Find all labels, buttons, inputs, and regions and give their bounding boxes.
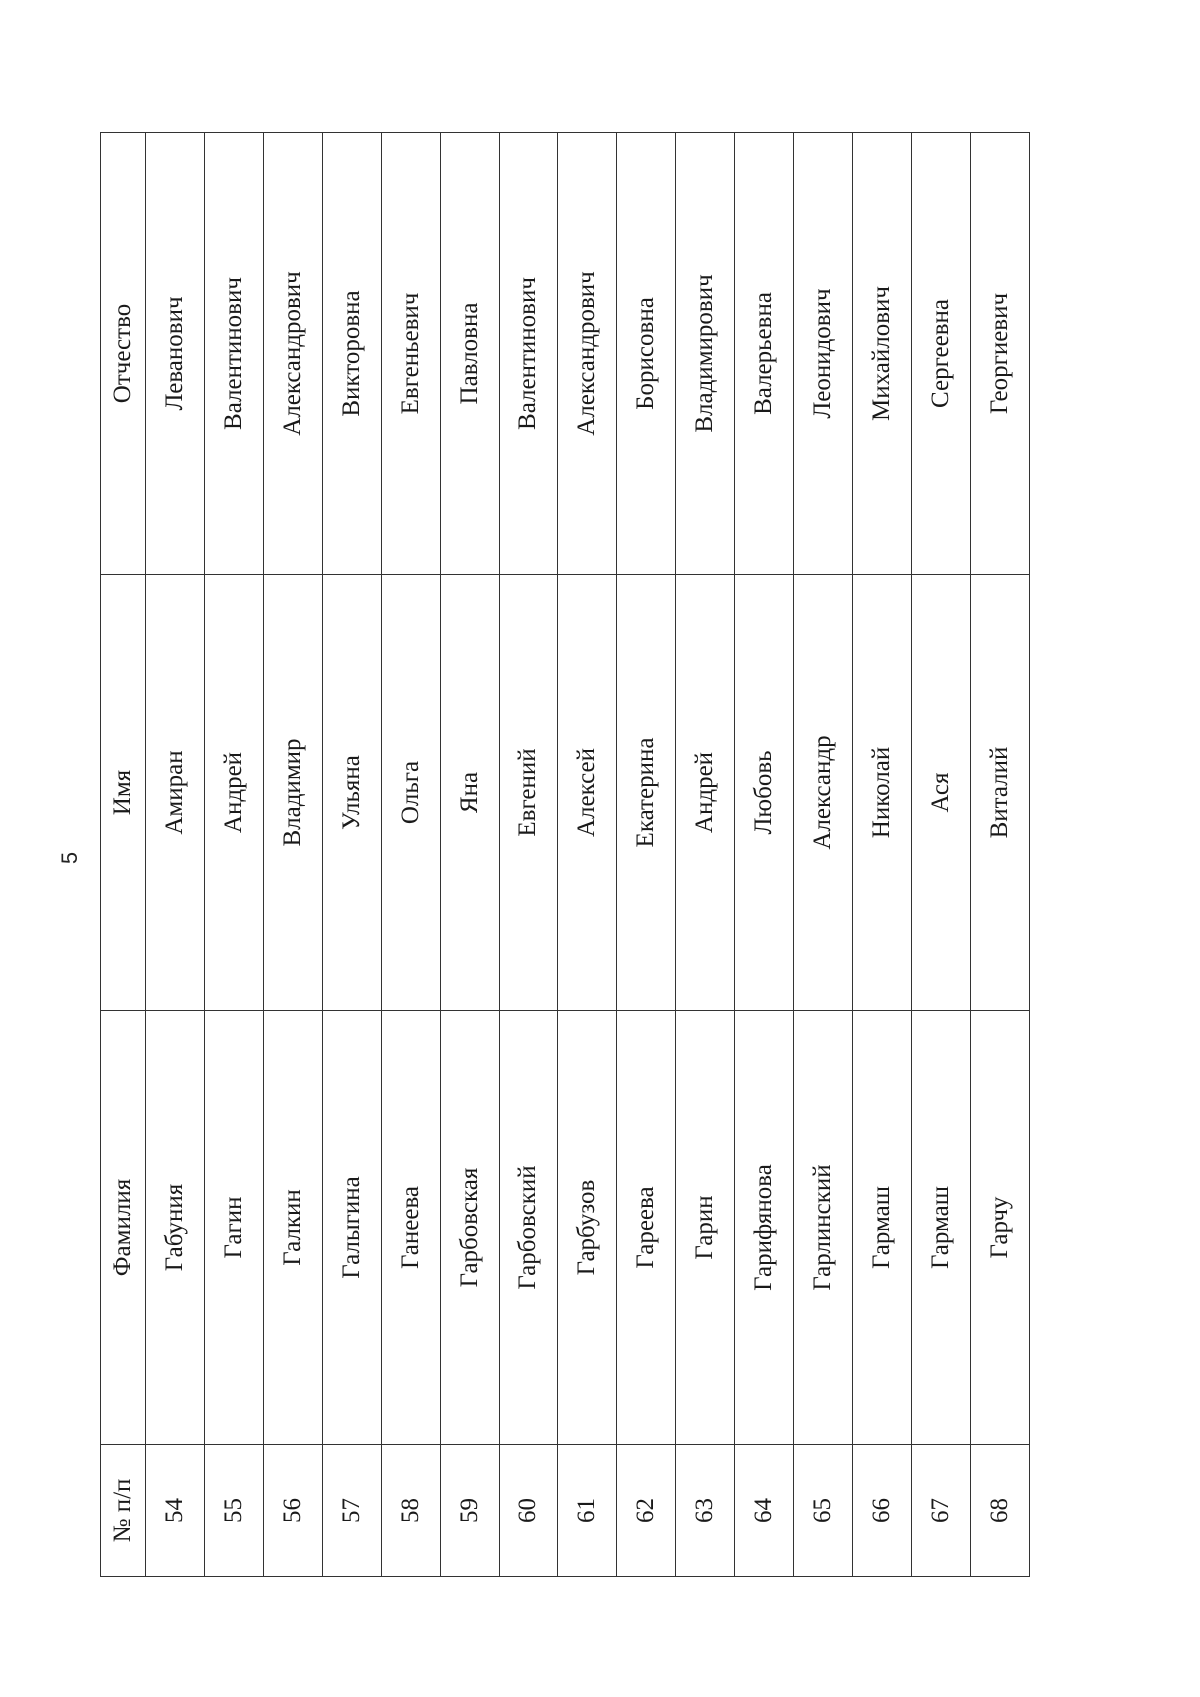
cell-patronymic: Владимирович [676,133,735,575]
cell-first-name: Евгений [499,575,558,1011]
cell-first-name: Николай [853,575,912,1011]
header-last-name: Фамилия [101,1011,146,1445]
cell-last-name: Галкин [263,1011,322,1445]
cell-patronymic: Александрович [263,133,322,575]
cell-patronymic: Александрович [558,133,617,575]
cell-num: 68 [970,1445,1029,1577]
cell-num: 65 [794,1445,853,1577]
cell-patronymic: Борисовна [617,133,676,575]
cell-patronymic: Валерьевна [735,133,794,575]
table-row [676,133,735,1577]
table-row [146,133,205,1577]
cell-num: 59 [440,1445,499,1577]
cell-patronymic: Сергеевна [911,133,970,575]
cell-last-name: Гарбовский [499,1011,558,1445]
page-number: 5 [57,851,82,865]
table-row [853,133,912,1577]
cell-first-name: Александр [794,575,853,1011]
cell-last-name: Галыгина [322,1011,381,1445]
cell-first-name: Владимир [263,575,322,1011]
cell-first-name: Андрей [204,575,263,1011]
cell-last-name: Гареева [617,1011,676,1445]
cell-num: 60 [499,1445,558,1577]
table-row [381,133,440,1577]
cell-last-name: Гарин [676,1011,735,1445]
cell-patronymic: Евгеньевич [381,133,440,575]
cell-first-name: Ульяна [322,575,381,1011]
table-row [970,133,1029,1577]
cell-patronymic: Леванович [146,133,205,575]
cell-last-name: Гарчу [970,1011,1029,1445]
cell-first-name: Любовь [735,575,794,1011]
table-header-row [101,133,146,1577]
header-num: № п/п [101,1445,146,1577]
table-row [263,133,322,1577]
cell-num: 64 [735,1445,794,1577]
cell-patronymic: Викторовна [322,133,381,575]
cell-first-name: Екатерина [617,575,676,1011]
cell-first-name: Яна [440,575,499,1011]
table-row [794,133,853,1577]
cell-first-name: Алексей [558,575,617,1011]
cell-num: 56 [263,1445,322,1577]
table-row [440,133,499,1577]
cell-patronymic: Михайлович [853,133,912,575]
cell-last-name: Гарифянова [735,1011,794,1445]
table-row [322,133,381,1577]
cell-first-name: Ольга [381,575,440,1011]
cell-first-name: Виталий [970,575,1029,1011]
cell-patronymic: Валентинович [499,133,558,575]
cell-last-name: Габуния [146,1011,205,1445]
cell-num: 67 [911,1445,970,1577]
cell-num: 62 [617,1445,676,1577]
cell-last-name: Гармаш [853,1011,912,1445]
header-first-name: Имя [101,575,146,1011]
cell-patronymic: Леонидович [794,133,853,575]
cell-num: 57 [322,1445,381,1577]
roster-table [100,132,1030,1577]
cell-last-name: Ганеева [381,1011,440,1445]
cell-num: 54 [146,1445,205,1577]
table-row [558,133,617,1577]
table-row [735,133,794,1577]
table-row [911,133,970,1577]
cell-last-name: Гарбовская [440,1011,499,1445]
cell-last-name: Гагин [204,1011,263,1445]
cell-patronymic: Валентинович [204,133,263,575]
cell-num: 66 [853,1445,912,1577]
cell-num: 61 [558,1445,617,1577]
cell-num: 55 [204,1445,263,1577]
header-patronymic: Отчество [101,133,146,575]
cell-num: 58 [381,1445,440,1577]
cell-last-name: Гарбузов [558,1011,617,1445]
roster-table-frame [100,133,1030,1577]
cell-patronymic: Павловна [440,133,499,575]
cell-first-name: Андрей [676,575,735,1011]
cell-last-name: Гармаш [911,1011,970,1445]
table-row [617,133,676,1577]
cell-patronymic: Георгиевич [970,133,1029,575]
cell-first-name: Ася [911,575,970,1011]
cell-first-name: Амиран [146,575,205,1011]
table-row [204,133,263,1577]
table-row [499,133,558,1577]
cell-last-name: Гарлинский [794,1011,853,1445]
cell-num: 63 [676,1445,735,1577]
